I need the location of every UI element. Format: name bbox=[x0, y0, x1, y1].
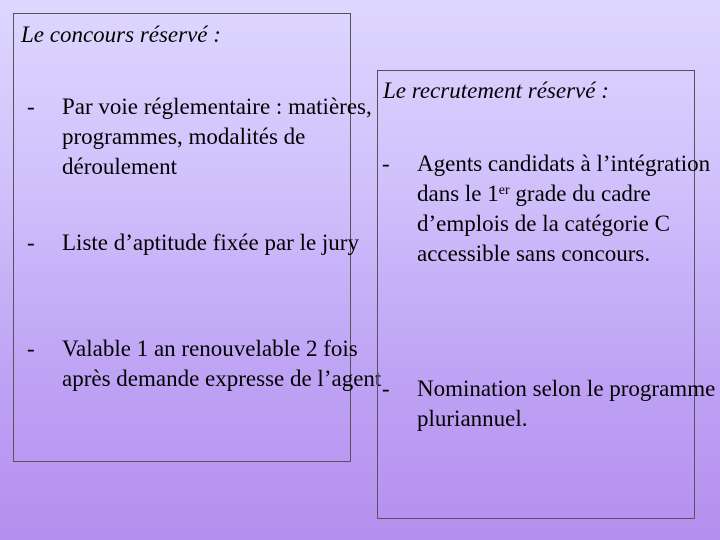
bullet-valable-1-an bbox=[27, 334, 382, 394]
bullet-marker: - bbox=[27, 336, 35, 361]
superscript-er: er bbox=[498, 183, 510, 198]
bullet-text: Agents candidats à l’intégration dans le 1 bbox=[417, 151, 711, 206]
bullet-text: Nomination selon le programme pluriannuel. bbox=[417, 376, 716, 431]
bullet-text: Liste d’aptitude fixée par le jury bbox=[62, 230, 359, 255]
bullet-text-cont: grade du cadre d’emplois de la catégorie C accessible sans concours. bbox=[417, 181, 670, 266]
bullet-marker: - bbox=[382, 151, 390, 176]
recrutement-reserve-title: Le recrutement réservé : bbox=[383, 78, 609, 103]
recrutement-reserve-box bbox=[377, 70, 716, 519]
bullet-marker: - bbox=[382, 376, 390, 401]
concours-reserve-title: Le concours réservé : bbox=[21, 22, 221, 47]
bullet-liste-aptitude bbox=[27, 228, 382, 258]
bullet-text: Par voie réglementaire : matières, programmes, modalités de déroulement bbox=[62, 94, 372, 179]
bullet-text: Valable 1 an renouvelable 2 fois après demande expresse de l’agent bbox=[62, 336, 382, 391]
concours-reserve-box bbox=[13, 13, 382, 462]
bullet-nomination bbox=[382, 374, 720, 434]
bullet-marker: - bbox=[27, 230, 35, 255]
bullet-voie-reglementaire bbox=[27, 92, 382, 182]
bullet-agents-candidats bbox=[382, 149, 720, 269]
bullet-marker: - bbox=[27, 94, 35, 119]
